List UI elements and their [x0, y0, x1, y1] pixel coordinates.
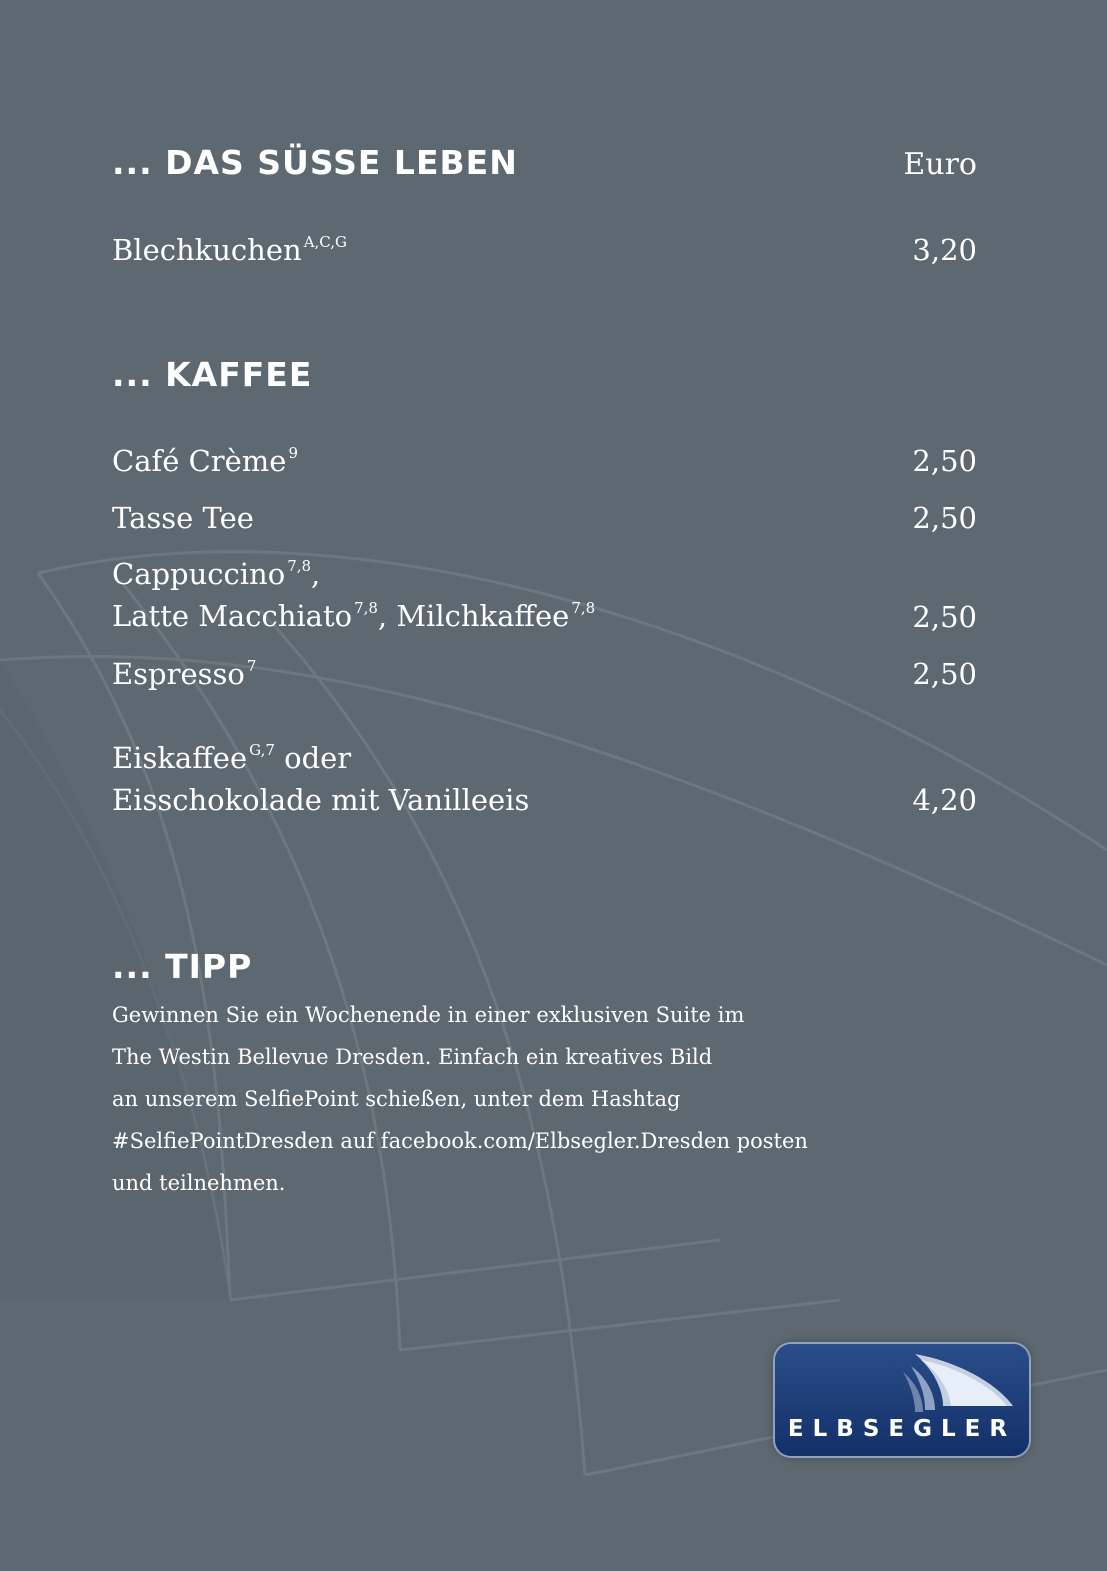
item-separator: , — [377, 599, 397, 633]
allergen-codes: 7 — [246, 657, 257, 675]
item-line-2: Eisschokolade mit Vanilleeis — [112, 783, 530, 817]
item-price-tasse-tee: 2,50 — [912, 501, 977, 535]
menu-item-cafe-creme — [112, 440, 298, 482]
section-title-suesse-leben: ... DAS SÜSSE LEBEN — [112, 143, 518, 182]
allergen-codes: G,7 — [249, 741, 275, 759]
elbsegler-logo — [775, 1344, 1029, 1456]
allergen-codes: A,C,G — [303, 233, 347, 251]
tipp-description — [112, 994, 832, 1204]
currency-label: Euro — [903, 147, 977, 182]
tipp-line: und teilnehmen. — [112, 1171, 286, 1195]
section-title-tipp: ... TIPP — [112, 947, 253, 986]
item-price-blechkuchen: 3,20 — [912, 233, 977, 267]
item-price-eiskaffee-group: 4,20 — [912, 783, 977, 817]
allergen-codes: 7,8 — [287, 557, 312, 575]
allergen-codes: 7,8 — [571, 599, 596, 617]
item-line-1 — [112, 737, 529, 779]
item-name: Cappuccino — [112, 557, 286, 591]
allergen-codes: 9 — [288, 444, 299, 462]
tipp-line: #SelfiePointDresden auf facebook.com/Elbsegler.Dresden posten — [112, 1129, 808, 1153]
menu-item-tasse-tee — [112, 497, 254, 539]
logo-wordmark: ELBSEGLER — [787, 1416, 1017, 1442]
menu-item-cappuccino-group — [112, 553, 595, 637]
item-price-cafe-creme: 2,50 — [912, 444, 977, 478]
item-separator: , — [311, 557, 321, 591]
tipp-line: The Westin Bellevue Dresden. Einfach ein kreatives Bild — [112, 1045, 713, 1069]
item-name: Café Crème — [112, 444, 287, 478]
item-name: Tasse Tee — [112, 501, 254, 535]
tipp-line: an unserem SelfiePoint schießen, unter dem Hashtag — [112, 1087, 681, 1111]
item-name: Espresso — [112, 657, 245, 691]
item-line-1 — [112, 553, 595, 595]
item-price-cappuccino-group: 2,50 — [912, 600, 977, 634]
menu-item-blechkuchen — [112, 229, 347, 271]
item-price-espresso: 2,50 — [912, 657, 977, 691]
item-name: Eiskaffee — [112, 741, 248, 775]
menu-item-eiskaffee-group — [112, 737, 529, 821]
section-title-kaffee: ... KAFFEE — [112, 355, 313, 394]
item-name: Milchkaffee — [396, 599, 570, 633]
item-name: Blechkuchen — [112, 233, 302, 267]
item-conjunction: oder — [274, 741, 352, 775]
tipp-line: Gewinnen Sie ein Wochenende in einer exklusiven Suite im — [112, 1003, 745, 1027]
item-name: Latte Macchiato — [112, 599, 353, 633]
allergen-codes: 7,8 — [354, 599, 378, 617]
menu-item-espresso — [112, 653, 256, 695]
item-line-2 — [112, 595, 595, 637]
